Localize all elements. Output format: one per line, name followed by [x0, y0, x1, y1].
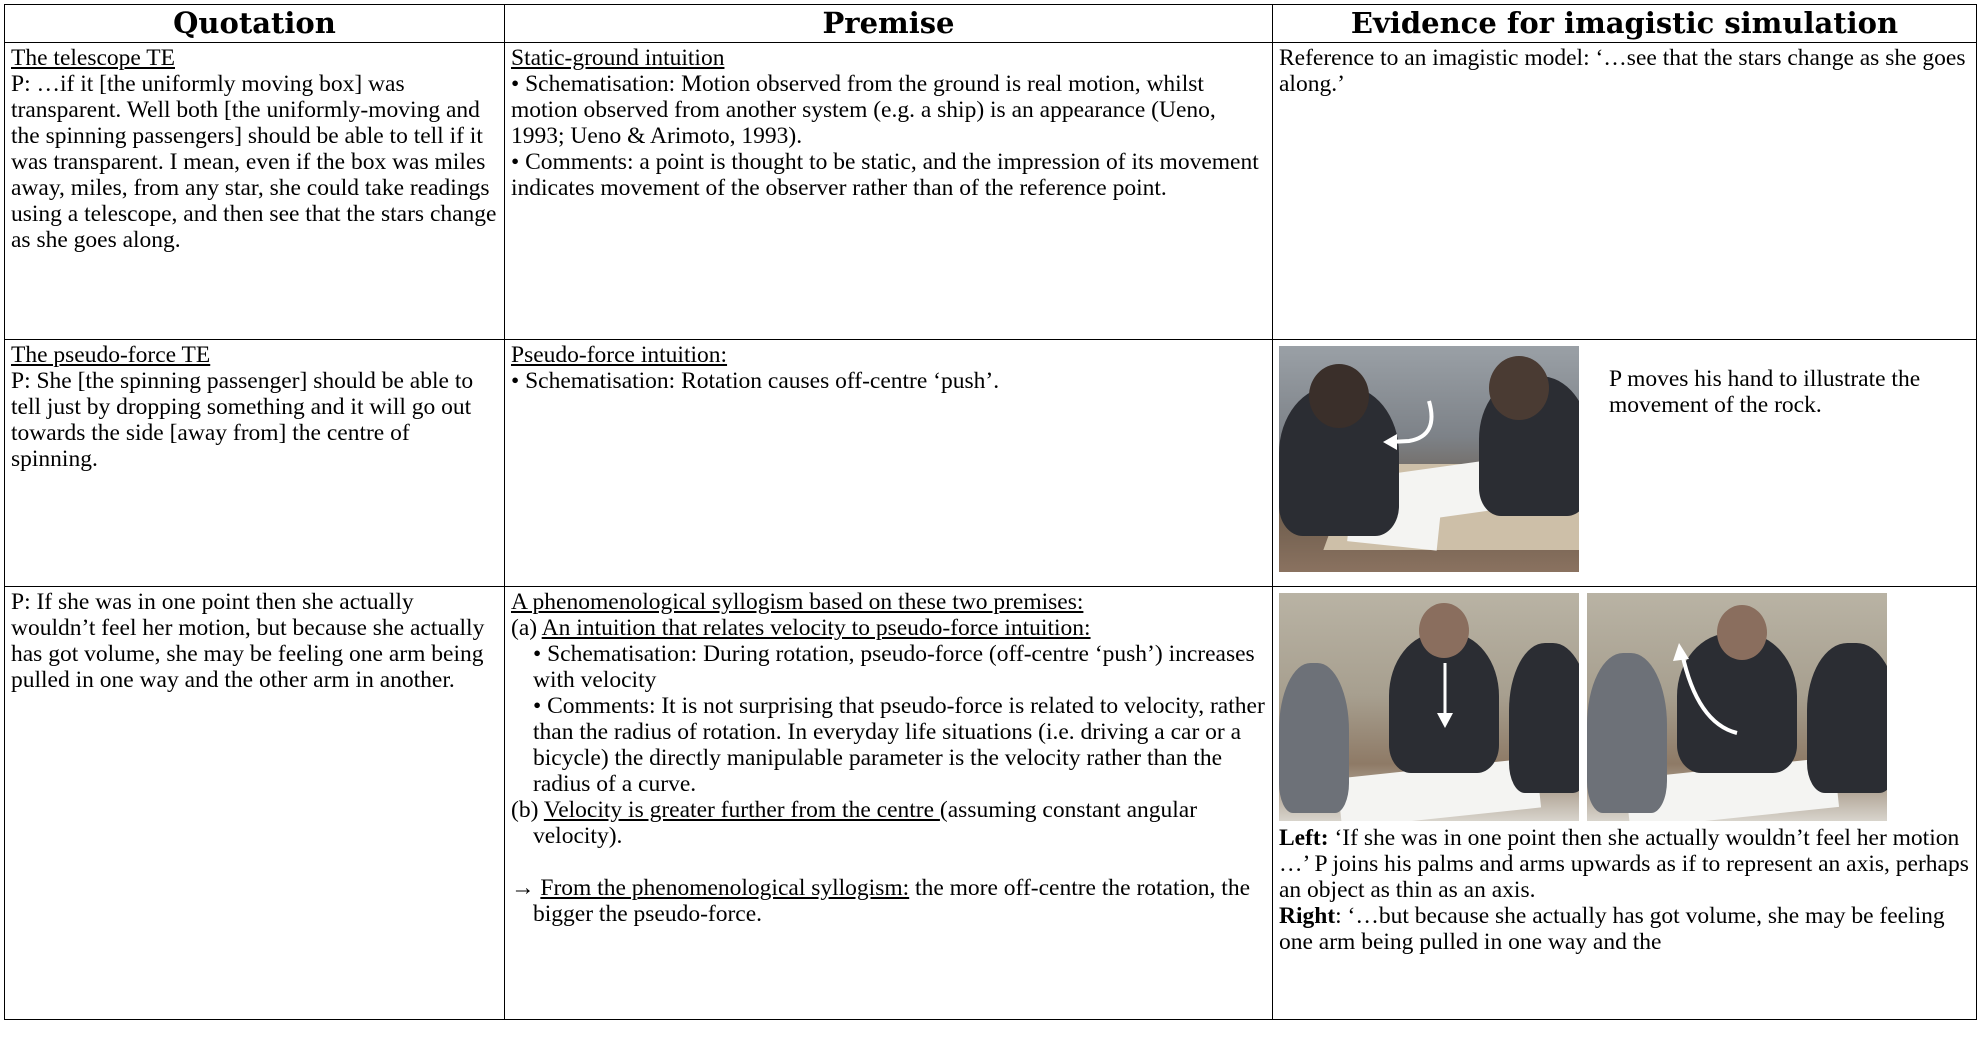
comparison-table [4, 4, 1977, 1020]
quote-text: P: She [the spinning passenger] should be able to tell just by dropping something and it will go out towards the side [away from] the centre of spinning. [11, 368, 474, 472]
premise-comments: • Comments: a point is thought to be static, and the impression of its movement indicates movement of the observer rather than of the reference point. [511, 149, 1259, 201]
header-row [5, 5, 1977, 43]
conclusion-label: From the phenomenological syllogism: [540, 875, 910, 901]
premise-b-prefix: (b) [511, 797, 544, 823]
evidence-text: Reference to an imagistic model: ‘…see that the stars change as she goes along.’ [1279, 45, 1966, 97]
premise-a-schematisation: • Schematisation: During rotation, pseudo-force (off-centre ‘push’) increases with velocity [533, 641, 1255, 693]
spacer [511, 849, 1268, 875]
evidence-cell [1273, 340, 1977, 587]
header-evidence: Evidence for imagistic simulation [1273, 5, 1977, 43]
quote-title: The telescope TE [11, 45, 175, 71]
quote-text: P: If she was in one point then she actually wouldn’t feel her motion, but because she actually has got volume, she may be feeling one arm being pulled in one way and the other arm in another. [11, 589, 485, 693]
curved-arrow-icon [1587, 593, 1887, 821]
quotation-cell [5, 340, 505, 587]
photo-hand-movement [1279, 346, 1579, 572]
premise-a-title: An intuition that relates velocity to pseudo-force intuition: [541, 615, 1091, 641]
left-text: ‘If she was in one point then she actually wouldn’t feel her motion …’ P joins his palms and arms upwards as if to represent an axis, perhaps an object as thin as an axis. [1279, 825, 1969, 903]
quotation-cell [5, 43, 505, 340]
arrow-icon: → [511, 875, 541, 901]
evidence-cell [1273, 587, 1977, 1020]
right-label: Right [1279, 903, 1336, 929]
right-text: : ‘…but because she actually has got volume, she may be feeling one arm being pulled in one way and the [1279, 903, 1945, 955]
quote-text: P: …if it [the uniformly moving box] was transparent. Well both [the uniformly-moving and the spinning passengers] should be able to tell if it was transparent. I mean, even if the box was miles away, miles, from any star, she could take readings using a telescope, and then see that the stars change as she goes along. [11, 71, 497, 253]
evidence-photos [1279, 589, 1972, 821]
photo-palms-joined [1279, 593, 1579, 821]
premise-schematisation: • Schematisation: Motion observed from the ground is real motion, whilst motion observed from another system (e.g. a ship) is an appearance (Ueno, 1993; Ueno & Arimoto, 1993). [511, 71, 1216, 149]
left-label: Left: [1279, 825, 1329, 851]
header-quotation: Quotation [5, 5, 505, 43]
down-arrow-icon [1279, 593, 1579, 821]
premise-schematisation: • Schematisation: Rotation causes off-centre ‘push’. [511, 368, 1000, 394]
right-caption [1279, 903, 1972, 955]
premise-intro: A phenomenological syllogism based on these two premises: [511, 589, 1084, 615]
conclusion [511, 875, 1268, 927]
table-row [5, 43, 1977, 340]
quotation-cell [5, 587, 505, 1020]
premise-b-title: Velocity is greater further from the centre [543, 797, 940, 823]
premise-b [511, 797, 1268, 849]
premise-cell [505, 43, 1273, 340]
premise-cell [505, 340, 1273, 587]
header-premise: Premise [505, 5, 1273, 43]
premise-b-rest: (assuming constant angular velocity). [533, 797, 1198, 849]
evidence-cell [1273, 43, 1977, 340]
premise-a-comments: • Comments: It is not surprising that pseudo-force is related to velocity, rather than the radius of rotation. In everyday life situations (i.e. driving a car or a bicycle) the directly manipulable parameter is the velocity rather than the radius of a curve. [533, 693, 1265, 797]
evidence-text: P moves his hand to illustrate the movement of the rock. [1609, 366, 1921, 418]
premise-title: Static-ground intuition [511, 45, 725, 71]
table-row [5, 340, 1977, 587]
premise-cell [505, 587, 1273, 1020]
quote-title: The pseudo-force TE [11, 342, 211, 368]
curved-arrow-icon [1279, 346, 1579, 572]
photo-arm-raised [1587, 593, 1887, 821]
left-caption [1279, 825, 1972, 903]
premise-a-prefix: (a) [511, 615, 542, 641]
evidence-row [1279, 342, 1972, 572]
premise-a [511, 615, 1268, 641]
table-row [5, 587, 1977, 1020]
premise-title: Pseudo-force intuition: [511, 342, 728, 368]
conclusion-text: the more off-centre the rotation, the bigger the pseudo-force. [533, 875, 1251, 927]
